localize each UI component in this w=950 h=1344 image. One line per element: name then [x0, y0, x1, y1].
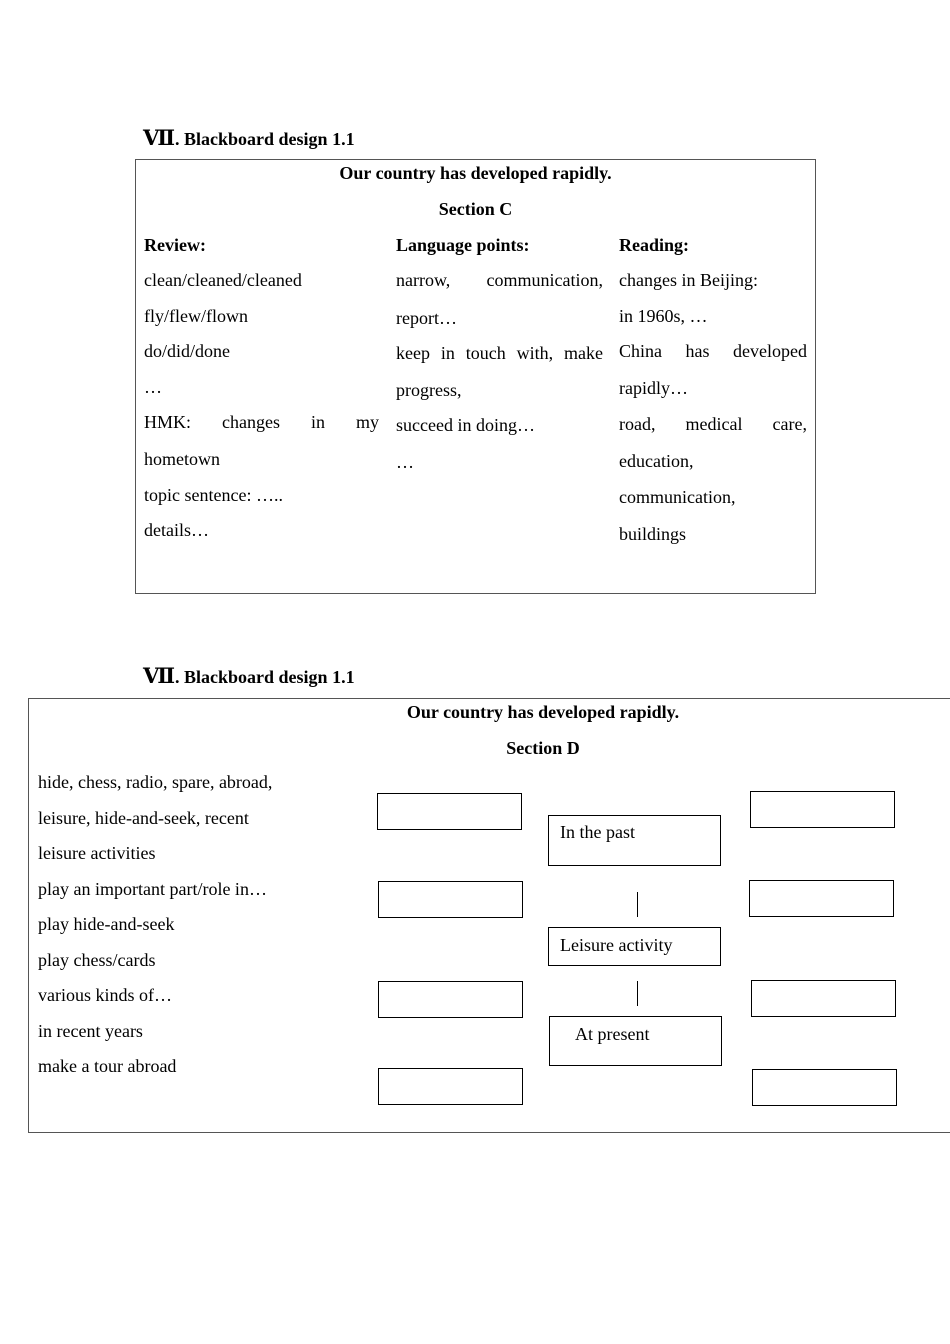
reading-word: has — [685, 341, 710, 361]
vocab-item: leisure activities — [38, 843, 156, 863]
present-label: At present — [575, 1024, 650, 1044]
review-topic: topic sentence: ….. — [144, 485, 283, 505]
vocab-item: in recent years — [38, 1021, 143, 1041]
review-hmk-cont: hometown — [144, 449, 220, 469]
block2-section: Section D — [506, 738, 580, 758]
vocab-item: leisure, hide-and-seek, recent — [38, 808, 249, 828]
reading-line6: education, — [619, 451, 694, 471]
vocab-item: make a tour abroad — [38, 1056, 177, 1076]
language-header: Language points: — [396, 235, 530, 255]
blank-box-left-1[interactable] — [377, 793, 522, 830]
review-header: Review: — [144, 235, 206, 255]
language-line4: progress, — [396, 380, 462, 400]
blank-box-left-2[interactable] — [378, 881, 523, 918]
review-line: … — [144, 377, 162, 397]
vocab-item: play hide-and-seek — [38, 914, 175, 934]
language-word: touch — [465, 343, 506, 363]
blank-box-left-3[interactable] — [378, 981, 523, 1018]
vocab-item: play chess/cards — [38, 950, 156, 970]
reading-header: Reading: — [619, 235, 690, 255]
review-line: fly/flew/flown — [144, 306, 248, 326]
blank-box-left-4[interactable] — [378, 1068, 523, 1105]
reading-line4: rapidly… — [619, 378, 688, 398]
language-line6: … — [396, 452, 414, 472]
block1-section: Section C — [438, 199, 513, 219]
vocab-item: various kinds of… — [38, 985, 172, 1005]
language-word: in — [440, 343, 455, 363]
block1-heading-text: . Blackboard design 1.1 — [175, 129, 355, 149]
reading-line8: buildings — [619, 524, 687, 544]
reading-word: road, — [619, 414, 656, 434]
block2-title: Our country has developed rapidly. — [406, 702, 680, 722]
language-line1 — [396, 270, 603, 291]
block1-heading-roman: Ⅶ — [143, 126, 176, 150]
blank-box-right-2[interactable] — [749, 880, 894, 917]
reading-line2: in 1960s, … — [619, 306, 708, 326]
activity-box — [548, 927, 721, 966]
language-word: with, — [516, 343, 554, 363]
language-word: narrow, — [396, 270, 451, 290]
language-word: keep — [396, 343, 430, 363]
reading-line7: communication, — [619, 487, 736, 507]
review-hmk-word: in — [310, 412, 325, 432]
block1-title: Our country has developed rapidly. — [339, 163, 612, 183]
review-details: details… — [144, 520, 209, 540]
language-line2: report… — [396, 308, 457, 328]
present-box — [549, 1016, 722, 1066]
review-hmk-word: HMK: — [144, 412, 192, 432]
block1-heading — [143, 125, 355, 151]
review-hmk-word: changes — [222, 412, 280, 432]
review-hmk — [144, 412, 379, 433]
reading-line3 — [619, 341, 807, 362]
review-hmk-word: my — [355, 412, 379, 432]
reading-word: care, — [772, 414, 807, 434]
reading-word: developed — [733, 341, 807, 361]
reading-word: China — [619, 341, 662, 361]
blank-box-right-4[interactable] — [752, 1069, 897, 1106]
reading-word: medical — [685, 414, 743, 434]
activity-label: Leisure activity — [560, 935, 673, 955]
block1-board — [135, 159, 816, 594]
language-line5: succeed in doing… — [396, 415, 535, 435]
past-label: In the past — [560, 822, 635, 842]
past-box — [548, 815, 721, 866]
language-word: make — [564, 343, 603, 363]
connector-line — [637, 981, 638, 1006]
reading-line1: changes in Beijing: — [619, 270, 758, 290]
reading-line5 — [619, 414, 807, 435]
connector-line — [637, 892, 638, 917]
vocab-item: hide, chess, radio, spare, abroad, — [38, 772, 273, 792]
review-line: do/did/done — [144, 341, 230, 361]
language-line3 — [396, 343, 603, 364]
vocab-item: play an important part/role in… — [38, 879, 267, 899]
block2-heading — [143, 663, 355, 689]
language-word: communication, — [486, 270, 603, 290]
block2-heading-roman: Ⅶ — [143, 664, 176, 688]
review-line: clean/cleaned/cleaned — [144, 270, 302, 290]
blank-box-right-1[interactable] — [750, 791, 895, 828]
blank-box-right-3[interactable] — [751, 980, 896, 1017]
block2-heading-text: . Blackboard design 1.1 — [175, 667, 355, 687]
